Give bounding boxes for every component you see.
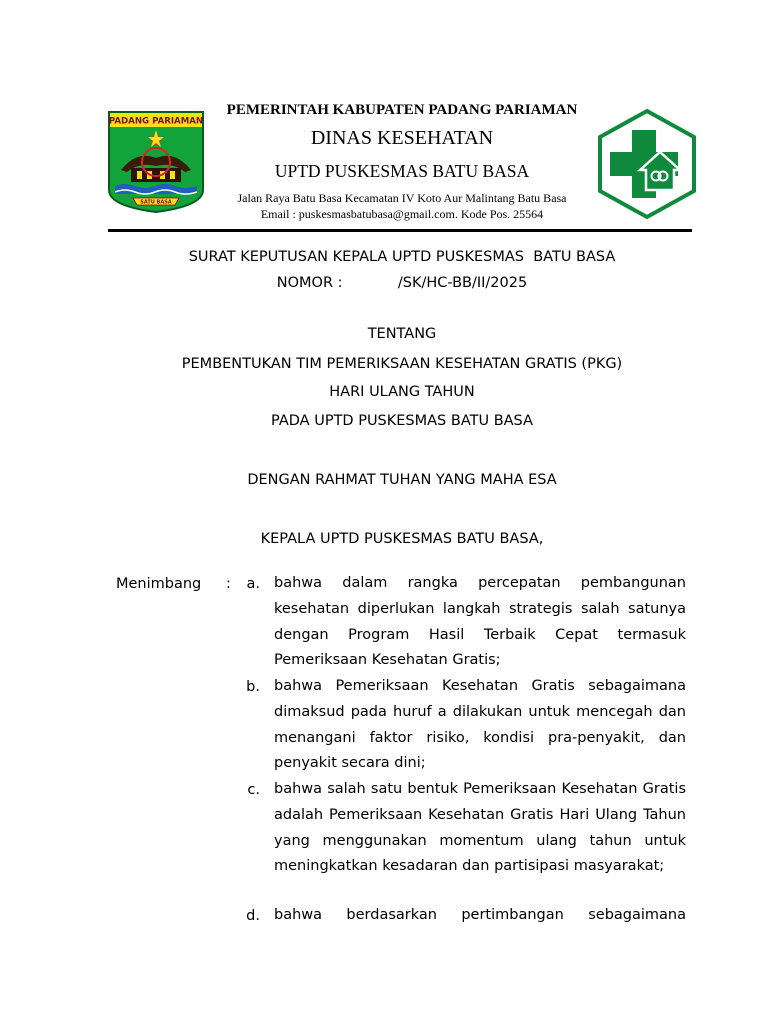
consideration-item-text: bahwa salah satu bentuk Pemeriksaan Kesehatan Gratis adalah Pemeriksaan Kesehatan Gratis Hari Ulang Tahun yang menggunakan momentum ulang tahun untuk meningkatkan kesadaran dan partisipasi masyarakat; — [274, 781, 686, 875]
subject-line-2: HARI ULANG TAHUN — [329, 384, 475, 400]
letterhead-divider — [108, 229, 692, 232]
unit-name: UPTD PUSKESMAS BATU BASA — [274, 161, 530, 181]
blessing-line: DENGAN RAHMAT TUHAN YANG MAHA ESA — [247, 472, 557, 488]
emblem-ribbon-text: SATU BASA — [140, 199, 172, 206]
subject-line-1: PEMBENTUKAN TIM PEMERIKSAAN KESEHATAN GRATIS (PKG) — [181, 356, 623, 372]
item-letter: c. — [247, 782, 260, 798]
number-label: NOMOR : — [276, 275, 343, 291]
decree-title: SURAT KEPUTUSAN KEPALA UPTD PUSKESMAS BATU BASA — [188, 249, 616, 265]
consideration-item-text: bahwa berdasarkan pertimbangan sebagaimana — [274, 907, 686, 923]
about-label: TENTANG — [367, 326, 437, 342]
subject-line-3: PADA UPTD PUSKESMAS BATU BASA — [271, 413, 533, 429]
authority-line: KEPALA UPTD PUSKESMAS BATU BASA, — [260, 531, 544, 547]
item-letter: a. — [246, 576, 260, 592]
considerations-colon: : — [226, 576, 231, 592]
item-letter: b. — [246, 679, 260, 695]
office-address: Jalan Raya Batu Basa Kecamatan IV Koto Aur Malintang Batu Basa — [237, 191, 567, 205]
item-letter: d. — [246, 908, 260, 924]
emblem-banner-text: PADANG PARIAMAN — [108, 116, 204, 127]
considerations-label: Menimbang — [116, 576, 202, 592]
government-name: PEMERINTAH KABUPATEN PADANG PARIAMAN — [226, 102, 578, 118]
consideration-item-text: bahwa dalam rangka percepatan pembangunan kesehatan diperlukan langkah strategis salah satunya dengan Program Hasil Terbaik Cepat termasuk Pemeriksaan Kesehatan Gratis; — [274, 575, 686, 669]
department-name: DINAS KESEHATAN — [310, 127, 494, 149]
puskesmas-logo-icon — [596, 108, 698, 220]
number-value: /SK/HC-BB/II/2025 — [397, 275, 528, 291]
decree-number — [100, 275, 704, 291]
office-contact: Email : puskesmasbatubasa@gmail.com. Kode Pos. 25564 — [260, 207, 544, 221]
padang-pariaman-emblem-icon — [107, 110, 205, 214]
consideration-item-text: bahwa Pemeriksaan Kesehatan Gratis sebagaimana dimaksud pada huruf a dilakukan untuk mencegah dan menangani faktor risiko, kondisi pra-penyakit, dan penyakit secara dini; — [274, 678, 686, 772]
